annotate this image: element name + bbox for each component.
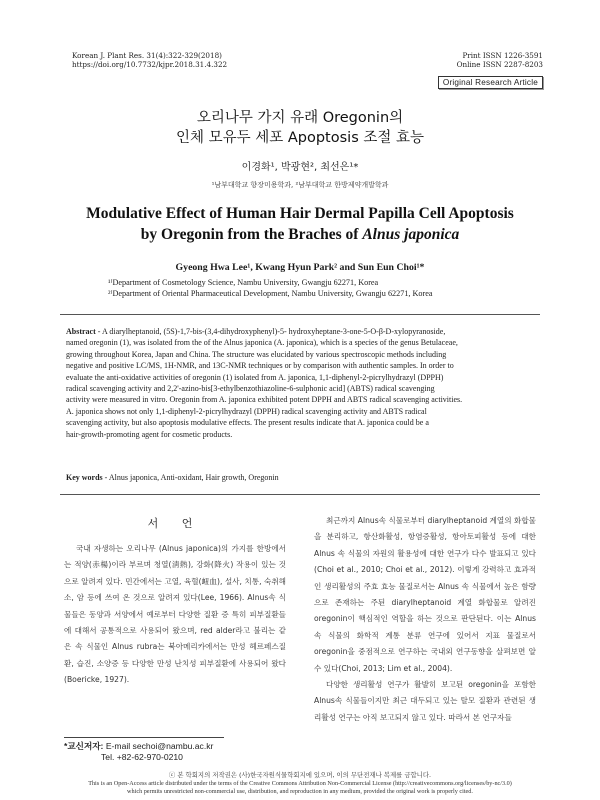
english-title-line1: Modulative Effect of Human Hair Dermal Papilla Cell Apoptosis xyxy=(86,205,514,222)
article-type-badge: Original Research Article xyxy=(438,76,543,89)
abstract-line: hair-growth-promoting agent for cosmetic products. xyxy=(66,429,233,439)
abstract xyxy=(66,326,536,440)
korean-affiliations: ¹남부대학교 향장미용학과, ²남부대학교 한방제약개발학과 xyxy=(211,181,389,189)
abstract-line: growing throughout Korea, Japan and China. The structure was elucidated by various spectroscopic methods including xyxy=(66,349,447,359)
keywords-text: - Alnus japonica, Anti-oxidant, Hair growth, Oregonin xyxy=(104,473,279,482)
doi-link[interactable]: https://doi.org/10.7732/kjpr.2018.31.4.322 xyxy=(72,60,228,69)
keywords xyxy=(66,473,279,482)
issn-online: Online ISSN 2287-8203 xyxy=(456,60,543,69)
journal-line: Korean J. Plant Res. 31(4):322-329(2018) xyxy=(72,51,222,60)
left-column xyxy=(64,541,286,689)
journal-citation xyxy=(72,51,227,69)
paragraph: 다양한 생리활성 연구가 활발히 보고된 oregonin을 포함한 Alnus속 식물들이지만 최근 대두되고 있는 탈모 질환과 관련된 생리활성 연구는 아직 보고되지 않고 있다. 따라서 본 연구자들 xyxy=(314,680,536,722)
issn-print: Print ISSN 1226-3591 xyxy=(462,51,543,60)
english-affiliations xyxy=(108,277,433,299)
korean-title-line1: 오리나무 가지 유래 Oregonin의 xyxy=(196,110,404,126)
english-title-species: Alnus japonica xyxy=(362,226,460,243)
abstract-line: - A diarylheptanoid, (5S)-1,7-bis-(3,4-dihydroxyphenyl)-5- hydroxyheptane-3-one-5-O-β-D-xylopyranoside, xyxy=(97,327,446,336)
abstract-line: A. japonica shows not only 1,1-diphenyl-2-picrylhydrazyl (DPPH) radical scavenging activity and ABTS radical xyxy=(66,406,427,416)
top-divider xyxy=(60,314,540,315)
right-column xyxy=(314,513,536,726)
paragraph: 최근까지 Alnus속 식물로부터 diarylheptanoid 계열의 화합물을 분리하고, 항산화활성, 항염증활성, 항아토피활성 등에 대한 Alnus 속 식물의 자원의 활용성에 대한 연구가 다수 발표되고 있다(Choi et al., 2010; Choi et al., 2012). 이렇게 강력하고 효과적인 생리활성의 주효 효능 물질로서는 Alnus 속 식물에서 높은 함량으로 존재하는 주된 diarylheptanoid 계열 화합물로 알려진 oregonin이 핵심적인 역할을 하는 것으로 판단된다. 이는 Alnus 속 식물의 화학적 계통 분류 연구에 있어서 지표 물질로서 oregonin을 중점적으로 연구하는 국내외 연구동향을 살펴보면 알 수 있다(Choi, 2013; Lim et al., 2004). xyxy=(314,516,536,673)
paragraph: 국내 자생하는 오리나무 (Alnus japonica)의 가지를 한방에서는 적양(赤楊)이라 부르며 청열(淸熱), 강화(降火) 작용이 있는 것으로 알려져 있다. 민간에서는 고열, 육혈(衄血), 설사, 치통, 숙취해소, 암 등에 쓰여 온 것으로 알려져 있다(Lee, 1966). Alnus속 식물들은 동양과 서양에서 예로부터 다양한 질환 증 특히 피부질환들에 대해서 공통적으로 사용되어 왔으며, red alder라고 불리는 같은 속 식물인 Alnus rubra는 북아메리카에서는 만성 헤르페스질환, 습진, 소양증 등 다양한 만성 난치성 피부질환에 사용되어 왔다(Boericke, 1927). xyxy=(64,544,286,685)
section-title: 서 언 xyxy=(147,517,203,530)
english-title-line2 xyxy=(0,226,600,244)
english-title-prefix: by Oregonin from the Braches of xyxy=(140,226,363,243)
english-authors: Gyeong Hwa Lee¹, Kwang Hyun Park² and Sun Eun Choi¹* xyxy=(175,262,425,273)
correspondence-label: *교신저자: xyxy=(64,741,104,751)
correspondence-tel: Tel. +82-62-970-0210 xyxy=(101,752,183,762)
copyright-notice: ⓒ 본 학회지의 저작권은 (사)한국자원식물학회지에 있으며, 이의 무단전재나 복제를 금합니다. xyxy=(168,771,432,779)
abstract-line: named oregonin (1), was isolated from the of the Alnus japonica (A. japonica), which is a species of the genus Betulaceae, xyxy=(66,338,458,348)
license-notice xyxy=(20,780,580,795)
keywords-label: Key words xyxy=(66,473,103,482)
footnote-rule xyxy=(64,737,224,738)
korean-title-line2: 인체 모유두 세포 Apoptosis 조절 효능 xyxy=(175,130,424,146)
abstract-line: negative and positive LC/MS, 1H-NMR, and 13C-NMR techniques or by comparison with authentic samples. In order to xyxy=(66,361,454,371)
license-line: which permits unrestricted non-commercial use, distribution, and reproduction in any medium, provided the original work is properly cited. xyxy=(127,787,473,795)
abstract-line: scavenging activity, but also apoptosis modulative effects. The present results indicate that A. japonica could be a xyxy=(66,418,429,428)
abstract-label: Abstract xyxy=(66,327,96,336)
affiliation-1: ¹⁾Department of Cosmetology Science, Nambu University, Gwangju 62271, Korea xyxy=(108,278,379,287)
issn-block xyxy=(457,51,543,69)
korean-authors: 이경화¹, 박광현², 최선은¹* xyxy=(241,162,359,173)
correspondence-email[interactable]: E-mail sechoi@nambu.ac.kr xyxy=(105,741,214,751)
abstract-line: activity were measured in vitro. Oregonin from A. japonica exhibited potent DPPH and ABTS radical scavenging activities. xyxy=(66,395,463,405)
correspondence xyxy=(64,741,213,763)
abstract-line: evaluate the anti-oxidative activities of oregonin (1) isolated from A. japonica, 1,1-diphenyl-2-picrylhydrazyl (DPPH) xyxy=(66,372,444,382)
license-line: This is an Open-Access article distributed under the terms of the Creative Commons Attribution Non-Commercial License (http://creativecommons.org/licenses/by-nc/3.0) xyxy=(88,780,512,787)
abstract-line: radical scavenging activity and 2,2'-azino-bis[3-ethylbenzothiazoline-6-sulphonic acid] (ABTS) radical scavenging xyxy=(66,384,435,394)
affiliation-2: ²⁾Department of Oriental Pharmaceutical Development, Nambu University, Gwangju 62271, Korea xyxy=(108,289,433,298)
bottom-divider xyxy=(60,494,540,495)
